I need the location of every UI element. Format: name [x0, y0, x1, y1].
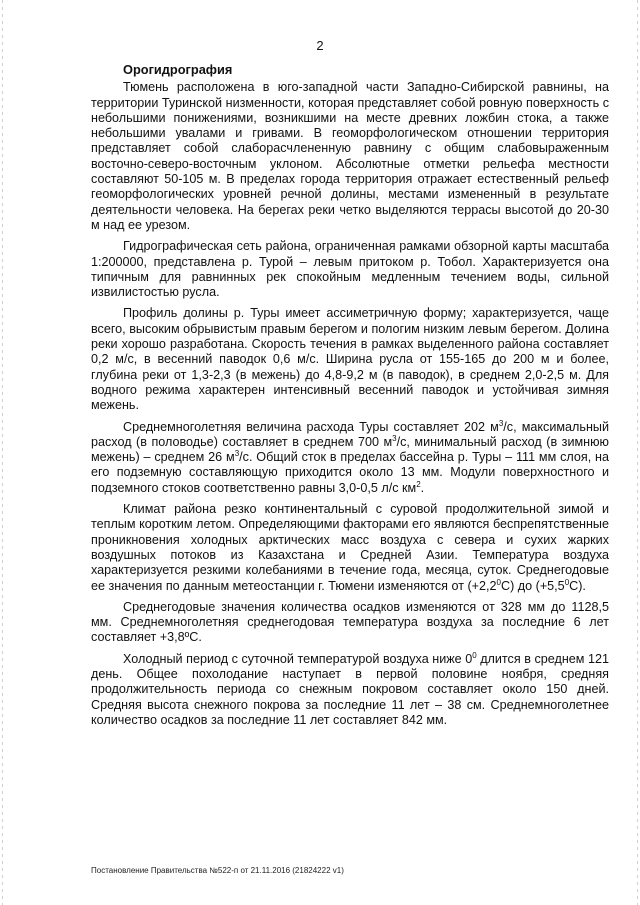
- left-margin-dots: [2, 0, 3, 905]
- paragraph-hydro-network: Гидрографическая сеть района, ограниченная рамками обзорной карты масштаба 1:200000, представлена р. Турой – левым притоком р. Тобол. Характеризуется она типичным для равнинных рек спокойным медленным течением воды, сильной извилистостью русла.: [91, 239, 609, 300]
- paragraph-relief: Тюмень расположена в юго-западной части Западно-Сибирской равнины, на территории Туринской низменности, которая представляет собой ровную поверхность с небольшими понижениями, возникшими на месте древних ложбин стока, а также небольшими увалами и гривами. В геоморфологическом отношении территория представляет собой слаборасчлененную равнину с общим слабовыраженным восточно-северо-восточным уклоном. Абсолютные отметки рельефа местности составляют 50-105 м. В пределах города территория отражает естественный рельеф геоморфологических уровней речной долины, местами измененный в результате деятельности человека. На берегах реки четко выделяются террасы высотой до 20-30 м над ее урезом.: [91, 80, 609, 232]
- section-heading: Орогидрография: [123, 62, 233, 77]
- document-footer: Постановление Правительства №522-п от 21.11.2016 (21824222 v1): [91, 866, 344, 875]
- paragraph-cold-period: Холодный период с суточной температурой воздуха ниже $0^0$ длится в среднем 121 день. Общее похолодание наступает в первой половине ноября, средняя продолжительность периода со снежным покровом составляет около 150 дней. Средняя высота снежного покрова за последние 11 лет – 38 см. Среднемноголетнее количество осадков за последние 11 лет составляет 842 мм.: [91, 650, 609, 727]
- paragraph-precipitation: Среднегодовые значения количества осадков изменяются от 328 мм до 1128,5 мм. Среднемноголетняя среднегодовая температура воздуха за последние 6 лет составляет +3,8ºС.: [91, 599, 609, 645]
- page-number: 2: [316, 38, 324, 53]
- paragraph-valley-profile: Профиль долины р. Туры имеет ассиметричную форму; характеризуется, чаще всего, высоким обрывистым правым берегом и пологим низким левым берегом. Долина реки хорошо разработана. Скорость течения в рамках выделенного района составляет 0,2 м/с, в весенний паводок 0,6 м/с. Ширина русла от 155-165 до 200 м и более, глубина реки от 1,3-2,3 (в межень) до 4,8-9,2 м (в паводок), в среднем 2,0-2,5 м. Для водного режима характерен интенсивный весенний паводок и устойчивая зимняя межень.: [91, 306, 609, 413]
- paragraph-river-flow: Среднемноголетняя величина расхода Туры составляет 202 $м^3/с$, максимальный расход (в половодье) составляет в среднем 700 $м^3/с$, минимальный расход (в зимнюю межень) – среднем 26 $м^3/с$. Общий сток в пределах бассейна р. Туры – 111 мм слоя, на его подземную составляющую приходится около 13 мм. Модули поверхностного и подземного стоков соответственно равны 3,0-0,5 л/с $км^2$.: [91, 418, 610, 495]
- document-body: [91, 62, 609, 734]
- paragraph-climate: Климат района резко континентальный с суровой продолжительной зимой и теплым коротким летом. Определяющими факторами его являются беспрепятственные проникновения холодных арктических масс воздуха с севера и сухих жарких воздушных потоков из Казахстана и Средней Азии. Температура воздуха характеризуется резкими колебаниями в течение года, месяца, суток. Среднегодовые ее значения по данным метеостанции г. Тюмени изменяются от $(+2,2^0С)$ до $(+5,5^0С)$.: [91, 502, 609, 593]
- right-margin-dots: [637, 0, 638, 905]
